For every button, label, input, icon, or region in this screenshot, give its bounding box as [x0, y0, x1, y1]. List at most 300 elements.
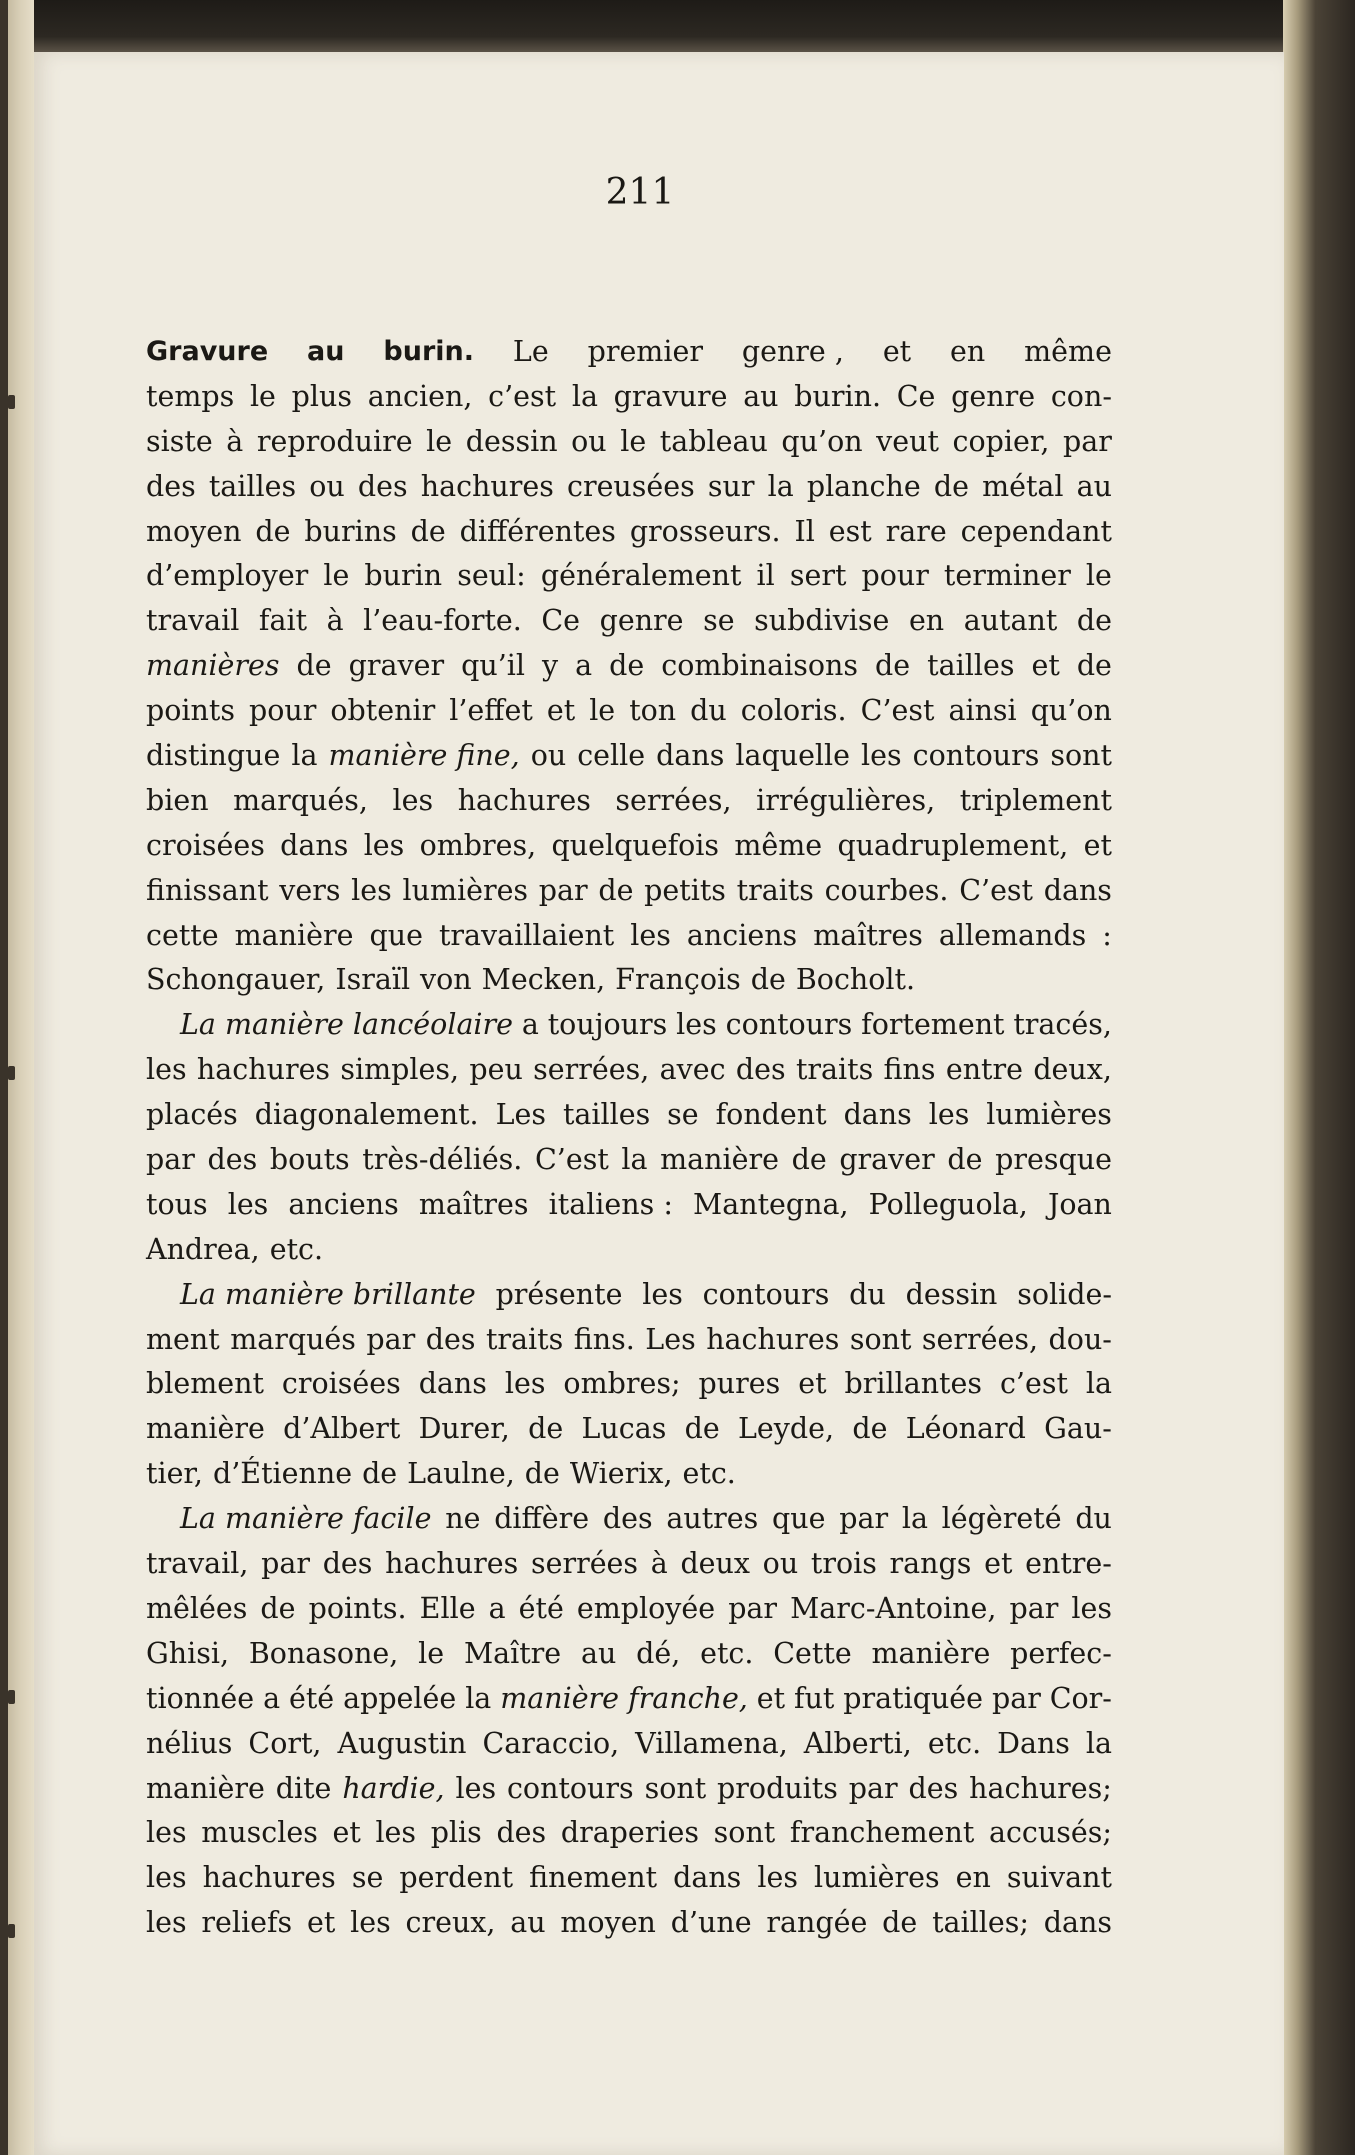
word: les [363, 828, 405, 862]
word: Schongauer, [146, 963, 326, 997]
word: à [326, 604, 344, 638]
text-line [146, 1273, 1112, 1318]
word: les [350, 1906, 391, 1940]
word: au [1076, 469, 1112, 503]
section-heading-word: au [307, 336, 345, 367]
word: finissant [146, 873, 269, 907]
text-line [146, 554, 1112, 599]
word: diagonalement. [254, 1098, 479, 1132]
word: C’est [860, 694, 935, 728]
word: par [146, 1143, 195, 1177]
word: von [420, 963, 472, 997]
binding-mark [8, 1690, 15, 1704]
word: de [609, 649, 645, 683]
word: points. [308, 1591, 407, 1625]
word: et [882, 335, 912, 368]
word: du [849, 1277, 886, 1311]
word: lumières [986, 1098, 1112, 1132]
text-line [146, 1048, 1112, 1093]
word: presque [995, 1143, 1112, 1177]
word: ne [445, 1502, 481, 1536]
word: dite [275, 1771, 332, 1805]
word: et [984, 1547, 1013, 1581]
word: solide- [1017, 1277, 1112, 1311]
word: manière [146, 1412, 265, 1446]
text-line [146, 420, 1112, 465]
word: de [933, 469, 969, 503]
word: deux, [1033, 1053, 1112, 1087]
word: du [1075, 1502, 1112, 1536]
word: hachures [420, 469, 554, 503]
text-line [146, 824, 1112, 869]
text-line [146, 1901, 1112, 1946]
word: Maître [463, 1636, 562, 1670]
word: même [734, 828, 823, 862]
word: blement [146, 1367, 264, 1401]
word: Dans [997, 1726, 1070, 1760]
word: coloris. [740, 694, 847, 728]
binding-mark [8, 1066, 15, 1080]
word: les [504, 1367, 546, 1401]
word: gravure [613, 379, 728, 413]
word: différentes [459, 514, 616, 548]
word: Ce [896, 379, 936, 413]
word: des [496, 1816, 547, 1850]
word: les [1071, 1591, 1112, 1625]
word: Léonard [905, 1412, 1026, 1446]
word: de [947, 1143, 983, 1177]
word: Villamena, [635, 1726, 788, 1760]
word: burin. [794, 379, 882, 413]
word: peu [469, 1053, 523, 1087]
word: contours [725, 1008, 853, 1042]
word: dessin [465, 424, 558, 458]
word: il [756, 559, 775, 593]
word: dessin [905, 1277, 998, 1311]
word: ou [762, 1547, 799, 1581]
word: les [351, 873, 392, 907]
word: la [571, 379, 598, 413]
section-heading-word: Gravure [146, 336, 269, 367]
text-line [146, 510, 1112, 555]
word: subdivise [754, 604, 890, 638]
word: de [260, 1591, 296, 1625]
word: lumières [814, 1861, 940, 1895]
word: ombres, [419, 828, 537, 862]
word: dou- [1048, 1322, 1112, 1356]
word: se [667, 1098, 699, 1132]
word: manière [234, 918, 354, 952]
word: été [518, 1591, 564, 1625]
text-line [146, 1677, 1112, 1722]
word: Alberti, [803, 1726, 912, 1760]
word: muscles [201, 1816, 318, 1850]
text-line [146, 330, 1112, 375]
word: lumières [402, 873, 529, 907]
word: c’est [999, 1367, 1068, 1401]
word: de [1076, 649, 1112, 683]
word: Bocholt. [795, 963, 916, 997]
word: traits [485, 1322, 564, 1356]
word: brillantes [844, 1367, 982, 1401]
word: marqués [230, 1322, 356, 1356]
word: la [465, 1681, 492, 1715]
word: ombres; [563, 1367, 681, 1401]
word: ton [629, 694, 677, 728]
word: entre- [1025, 1547, 1112, 1581]
word: etc. [269, 1232, 324, 1266]
word: au [580, 1636, 617, 1670]
text-line [146, 689, 1112, 734]
word: hachures [196, 1053, 331, 1087]
word: hachures [202, 1861, 336, 1895]
word: très-déliés. [362, 1143, 523, 1177]
word: par [848, 1771, 898, 1805]
word: a [263, 1681, 281, 1715]
word: deux [680, 1547, 750, 1581]
word: la [901, 1502, 928, 1536]
word: terminer [943, 559, 1071, 593]
word: les [630, 918, 671, 952]
word: serrées, [921, 1322, 1039, 1356]
word: rare [885, 514, 947, 548]
word: de [1076, 604, 1112, 638]
word: fortement [861, 1008, 1005, 1042]
text-line [146, 1811, 1112, 1856]
word: Ce [541, 604, 581, 638]
word: traits [736, 873, 814, 907]
word: Il [794, 514, 815, 548]
word: dans [1043, 1906, 1112, 1940]
word: mêlées [146, 1591, 248, 1625]
word: à [226, 424, 244, 458]
text-line [146, 1497, 1112, 1542]
word: par [1009, 1591, 1059, 1625]
word: plis [430, 1816, 482, 1850]
word: la [767, 469, 794, 503]
word: la [291, 739, 318, 773]
word: Marc-Antoine, [790, 1591, 997, 1625]
word: toujours [547, 1008, 668, 1042]
word: tailles [562, 1098, 651, 1132]
word: des [146, 469, 196, 503]
word: Lucas [581, 1412, 667, 1446]
word: qu’on [781, 424, 863, 458]
word: des [425, 1322, 476, 1356]
word: pour [248, 694, 317, 728]
word: la [621, 1143, 648, 1177]
word: les [676, 1008, 717, 1042]
word: qu’il [461, 649, 525, 683]
text-line [146, 1228, 1112, 1273]
word: la [1085, 1726, 1112, 1760]
word: les [375, 1816, 417, 1850]
word: de [875, 649, 911, 683]
word: tier, [146, 1457, 203, 1491]
word: que [369, 918, 423, 952]
word: Laulne, [407, 1457, 515, 1491]
word: allemands [938, 918, 1087, 952]
word: les [146, 1053, 187, 1087]
word: genre [599, 604, 684, 638]
section-heading-word: burin. [383, 336, 474, 367]
word: présente [495, 1277, 623, 1311]
word: pour [861, 559, 929, 593]
text-line [146, 1362, 1112, 1407]
word: croisées [281, 1367, 401, 1401]
word: manière [146, 1771, 265, 1805]
word: quelquefois [551, 828, 720, 862]
word: dans [418, 1367, 487, 1401]
word: : [1102, 918, 1112, 952]
word: le [418, 1636, 445, 1670]
word: cette [146, 918, 219, 952]
word: de [528, 1412, 564, 1446]
word: et [1031, 649, 1060, 683]
word: dans [673, 1861, 742, 1895]
word: dans [656, 739, 725, 773]
word: Cette [773, 1636, 852, 1670]
word: de [410, 514, 446, 548]
binding-mark [8, 1924, 15, 1938]
text-line [146, 914, 1112, 959]
word: tableau [659, 424, 768, 458]
word: fins [883, 1053, 936, 1087]
word: hardie, [342, 1771, 445, 1805]
word: en [950, 335, 986, 368]
word: serrées, [533, 1053, 650, 1087]
word: irrégulières, [756, 783, 936, 817]
word: travail [146, 604, 240, 638]
word: Wierix, [569, 1457, 673, 1491]
binding-edge [0, 0, 8, 2155]
word: les [455, 1771, 497, 1805]
word: métal [982, 469, 1064, 503]
word: au [510, 1906, 546, 1940]
word: italiens : [548, 1187, 673, 1221]
word: hachures [385, 1547, 519, 1581]
word: hachures; [969, 1771, 1112, 1805]
text-line [146, 869, 1112, 914]
word: ou [571, 424, 607, 458]
word: contours [702, 1277, 830, 1311]
word: cependant [960, 514, 1112, 548]
word: Caraccio, [482, 1726, 620, 1760]
word: le [323, 559, 350, 593]
word: et [756, 1681, 786, 1715]
word: en [955, 1861, 991, 1895]
word: d’Étienne [212, 1457, 353, 1491]
word: grosseurs. [629, 514, 781, 548]
word: ancien, [367, 379, 473, 413]
word: diffère [494, 1502, 590, 1536]
word: se [703, 604, 735, 638]
word: les [642, 1277, 683, 1311]
word: perfec- [1010, 1636, 1112, 1670]
word: Augustin [337, 1726, 467, 1760]
word: sert [789, 559, 847, 593]
word: par [538, 873, 588, 907]
word: dans [280, 828, 349, 862]
word: été [288, 1681, 335, 1715]
word: ment [146, 1322, 220, 1356]
word: burin [364, 559, 443, 593]
word: des [322, 1547, 373, 1581]
word: Joan [1047, 1187, 1112, 1221]
word: de [362, 1457, 398, 1491]
word: triplement [959, 783, 1112, 817]
word: d’une [670, 1906, 752, 1940]
word: les [928, 1098, 970, 1132]
word: par [366, 1322, 416, 1356]
word: par [1063, 424, 1112, 458]
word: Gau- [1044, 1412, 1112, 1446]
word: bouts [269, 1143, 350, 1177]
page-number: 211 [605, 172, 675, 213]
word: tailles [208, 469, 297, 503]
word: du [690, 694, 727, 728]
word: de [852, 1412, 888, 1446]
word: y [542, 649, 559, 683]
word: Durer, [418, 1412, 510, 1446]
word: et [332, 1816, 361, 1850]
word: croisées [146, 828, 265, 862]
word: fut [794, 1681, 835, 1715]
word: sont [713, 1816, 776, 1850]
word: contours [912, 739, 1040, 773]
text-line [146, 1003, 1112, 1048]
word: l’eau-forte. [363, 604, 522, 638]
word: et [546, 694, 576, 728]
word: sont [1050, 739, 1112, 773]
word: par [839, 1502, 889, 1536]
word: François [615, 963, 741, 997]
word: nélius [146, 1726, 233, 1760]
word: rangée [766, 1906, 868, 1940]
word: finement [529, 1861, 658, 1895]
word: de [296, 649, 332, 683]
word: placés [146, 1098, 238, 1132]
word: Elle [419, 1591, 476, 1625]
text-line [146, 1856, 1112, 1901]
word: anciens [288, 1187, 399, 1221]
text-line [146, 1587, 1112, 1632]
word: distingue [146, 739, 281, 773]
text-line [146, 1093, 1112, 1138]
text-line [146, 465, 1112, 510]
word: pratiquée [843, 1681, 984, 1715]
word: travail, [146, 1547, 249, 1581]
word: avec [659, 1053, 726, 1087]
word: produits [717, 1771, 838, 1805]
word: graver [839, 1143, 935, 1177]
word: copier, [952, 424, 1050, 458]
word: appelée [343, 1681, 457, 1715]
word: plus [291, 379, 352, 413]
word: Mantegna, [693, 1187, 849, 1221]
word: bien [146, 783, 209, 817]
word: franchement [789, 1816, 975, 1850]
word: a [488, 1591, 506, 1625]
word: serrées, [615, 783, 732, 817]
word: autres [666, 1502, 759, 1536]
word: suivant [1006, 1861, 1112, 1895]
word: maîtres [813, 918, 923, 952]
word: Andrea, [146, 1232, 260, 1266]
word: qu’on [1030, 694, 1112, 728]
word: creux, [405, 1906, 496, 1940]
word: sont [849, 1322, 912, 1356]
word: se [351, 1861, 384, 1895]
word: quadruplement, [837, 828, 1069, 862]
text-line [146, 1183, 1112, 1228]
text-line [146, 734, 1112, 779]
word: Bonasone, [248, 1636, 399, 1670]
word: de [524, 1457, 560, 1491]
right-page-edge [1283, 0, 1355, 2155]
top-shadow [0, 0, 1355, 52]
word: ou [309, 469, 345, 503]
word: con- [1050, 379, 1112, 413]
word: C’est [534, 1143, 609, 1177]
text-line [146, 1722, 1112, 1767]
word: le [1085, 559, 1112, 593]
word: le [426, 424, 453, 458]
word: tous [146, 1187, 208, 1221]
word: légèreté [941, 1502, 1062, 1536]
word: le [249, 379, 276, 413]
text-line [146, 1318, 1112, 1363]
word: et [306, 1906, 336, 1940]
word: courbes. [824, 873, 949, 907]
word: les [146, 1816, 187, 1850]
word: reliefs [201, 1906, 293, 1940]
word: ou [530, 739, 567, 773]
word: la [1085, 1367, 1112, 1401]
word: vers [279, 873, 341, 907]
word: par [728, 1591, 778, 1625]
word: marqués, [233, 783, 368, 817]
body-text [146, 330, 1112, 1946]
text-line [146, 958, 1112, 1003]
word: maîtres [418, 1187, 529, 1221]
word: et [798, 1367, 827, 1401]
word: a [575, 649, 593, 683]
word: le [620, 424, 647, 458]
word: etc. [927, 1726, 982, 1760]
word: hachures [706, 1322, 840, 1356]
word: accusés; [988, 1816, 1112, 1850]
word: La manière facile [180, 1502, 432, 1536]
text-line [146, 1407, 1112, 1452]
text-line [146, 644, 1112, 689]
word: d’employer [146, 559, 309, 593]
word: Leyde, [738, 1412, 835, 1446]
word: traits [795, 1053, 874, 1087]
word: par [991, 1681, 1041, 1715]
word: tailles [927, 649, 1015, 683]
word: généralement [540, 559, 742, 593]
word: etc. [700, 1636, 754, 1670]
word: points [146, 694, 235, 728]
word: tailles; [932, 1906, 1029, 1940]
text-line [146, 779, 1112, 824]
word: les [392, 783, 434, 817]
word: manière fine, [328, 739, 520, 773]
word: les [146, 1861, 187, 1895]
word: siste [146, 424, 213, 458]
word: de [791, 1143, 827, 1177]
